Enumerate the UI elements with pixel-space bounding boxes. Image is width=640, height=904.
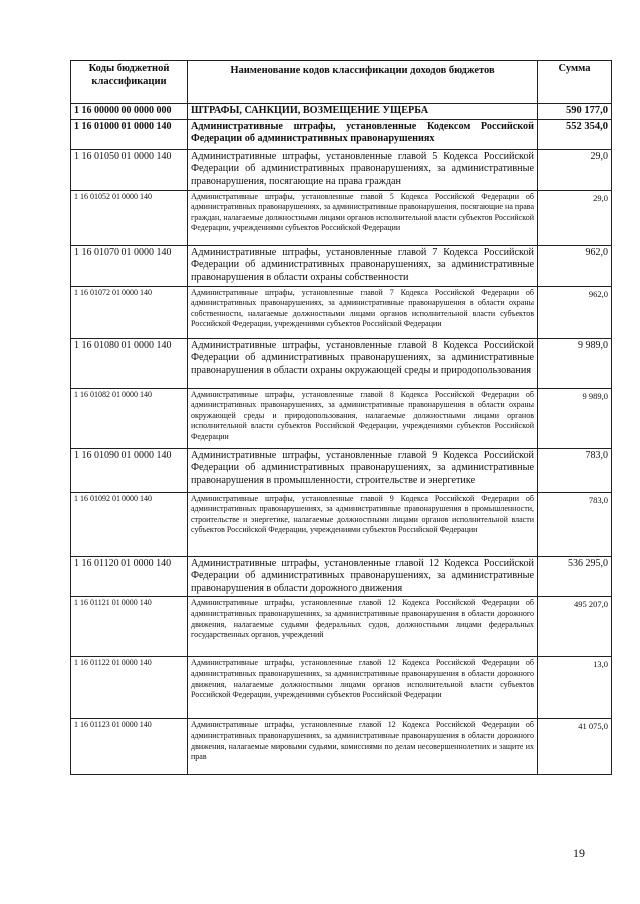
- table-row: [71, 338, 612, 388]
- table-row: [71, 492, 612, 556]
- row-sum: 552 354,0: [538, 119, 612, 149]
- row-code: 1 16 01121 01 0000 140: [71, 597, 188, 657]
- row-sum: 29,0: [538, 149, 612, 190]
- row-sum: 962,0: [538, 245, 612, 286]
- table-row: [71, 286, 612, 338]
- row-code: 1 16 01072 01 0000 140: [71, 286, 188, 338]
- table-row: [71, 149, 612, 190]
- header-code: Коды бюджетной классификации: [71, 61, 188, 104]
- table-row: [71, 556, 612, 597]
- header-name: Наименование кодов классификации доходов бюджетов: [188, 61, 538, 104]
- table-row: [71, 119, 612, 149]
- table-body: [71, 104, 612, 775]
- table-row: [71, 597, 612, 657]
- table-row: [71, 388, 612, 448]
- row-name: Административные штрафы, установленные главой 12 Кодекса Российской Федерации об административных правонарушениях, за административные правонарушения в области дорожного движения, налагаемые должностными лицами органов исполнительной власти субъектов Российской Федерации, учреждениями субъектов Российской Федерации: [188, 657, 538, 719]
- row-sum: 962,0: [538, 286, 612, 338]
- row-name: Административные штрафы, установленные главой 12 Кодекса Российской Федерации об административных правонарушениях, за административные правонарушения в области дорожного движения: [188, 556, 538, 597]
- row-sum: 41 075,0: [538, 719, 612, 775]
- row-name: Административные штрафы, установленные главой 12 Кодекса Российской Федерации об административных правонарушениях, за административные правонарушения в области дорожного движения, налагаемые мировыми судьями, комиссиями по делам несовершеннолетних и защите их прав: [188, 719, 538, 775]
- header-sum: Сумма: [538, 61, 612, 104]
- table-row: [71, 245, 612, 286]
- row-code: 1 16 00000 00 0000 000: [71, 104, 188, 120]
- row-code: 1 16 01052 01 0000 140: [71, 190, 188, 245]
- table-row: [71, 657, 612, 719]
- table-row: [71, 448, 612, 492]
- row-sum: 783,0: [538, 448, 612, 492]
- row-code: 1 16 01123 01 0000 140: [71, 719, 188, 775]
- row-sum: 9 989,0: [538, 338, 612, 388]
- row-code: 1 16 01090 01 0000 140: [71, 448, 188, 492]
- row-name: Административные штрафы, установленные главой 8 Кодекса Российской Федерации об административных правонарушениях, за административные правонарушения в области охраны окружающей среды и природопользования, налагаемые должностными лицами органов исполнительной власти субъектов Российской Федерации, учреждениями субъектов Российской Федерации: [188, 388, 538, 448]
- row-sum: 590 177,0: [538, 104, 612, 120]
- row-name: Административные штрафы, установленные главой 7 Кодекса Российской Федерации об административных правонарушениях, за административные правонарушения в области охраны собственности, налагаемые должностными лицами органов исполнительной власти субъектов Российской Федерации, учреждениями субъектов Российской Федерации: [188, 286, 538, 338]
- table-row: [71, 190, 612, 245]
- row-name: Административные штрафы, установленные главой 9 Кодекса Российской Федерации об административных правонарушениях, за административные правонарушения в промышленности, строительстве и энергетике: [188, 448, 538, 492]
- row-code: 1 16 01080 01 0000 140: [71, 338, 188, 388]
- row-code: 1 16 01082 01 0000 140: [71, 388, 188, 448]
- table-row: [71, 104, 612, 120]
- row-name: Административные штрафы, установленные главой 5 Кодекса Российской Федерации об административных правонарушениях, за административные правонарушения, посягающие на права граждан, налагаемые должностными лицами органов исполнительной власти субъектов Российской Федерации, учреждениями субъектов Российской Федерации: [188, 190, 538, 245]
- row-name: Административные штрафы, установленные главой 7 Кодекса Российской Федерации об административных правонарушениях, за административные правонарушения в области охраны собственности: [188, 245, 538, 286]
- row-name: Административные штрафы, установленные главой 12 Кодекса Российской Федерации об административных правонарушениях, за административные правонарушения в области дорожного движения, налагаемые судьями федеральных судов, должностными лицами федеральных государственных органов, учреждений: [188, 597, 538, 657]
- row-sum: 783,0: [538, 492, 612, 556]
- budget-classification-table: [70, 60, 612, 775]
- row-sum: 536 295,0: [538, 556, 612, 597]
- row-sum: 9 989,0: [538, 388, 612, 448]
- row-name: Административные штрафы, установленные Кодексом Российской Федерации об административных правонарушениях: [188, 119, 538, 149]
- row-name: Административные штрафы, установленные главой 8 Кодекса Российской Федерации об административных правонарушениях, за административные правонарушения в области охраны окружающей среды и природопользования: [188, 338, 538, 388]
- row-name: Административные штрафы, установленные главой 5 Кодекса Российской Федерации об административных правонарушениях, за административные правонарушения, посягающие на права граждан: [188, 149, 538, 190]
- row-code: 1 16 01120 01 0000 140: [71, 556, 188, 597]
- row-sum: 29,0: [538, 190, 612, 245]
- row-code: 1 16 01070 01 0000 140: [71, 245, 188, 286]
- row-code: 1 16 01092 01 0000 140: [71, 492, 188, 556]
- row-code: 1 16 01050 01 0000 140: [71, 149, 188, 190]
- row-code: 1 16 01000 01 0000 140: [71, 119, 188, 149]
- table-header-row: [71, 61, 612, 104]
- row-name: Административные штрафы, установленные главой 9 Кодекса Российской Федерации об административных правонарушениях, за административные правонарушения в промышленности, строительстве и энергетике, налагаемые должностными лицами органов исполнительной власти субъектов Российской Федерации, учреждениями субъектов Российской Федерации: [188, 492, 538, 556]
- page-number: 19: [573, 846, 585, 860]
- row-code: 1 16 01122 01 0000 140: [71, 657, 188, 719]
- table-row: [71, 719, 612, 775]
- row-sum: 495 207,0: [538, 597, 612, 657]
- row-name: ШТРАФЫ, САНКЦИИ, ВОЗМЕЩЕНИЕ УЩЕРБА: [188, 104, 538, 120]
- row-sum: 13,0: [538, 657, 612, 719]
